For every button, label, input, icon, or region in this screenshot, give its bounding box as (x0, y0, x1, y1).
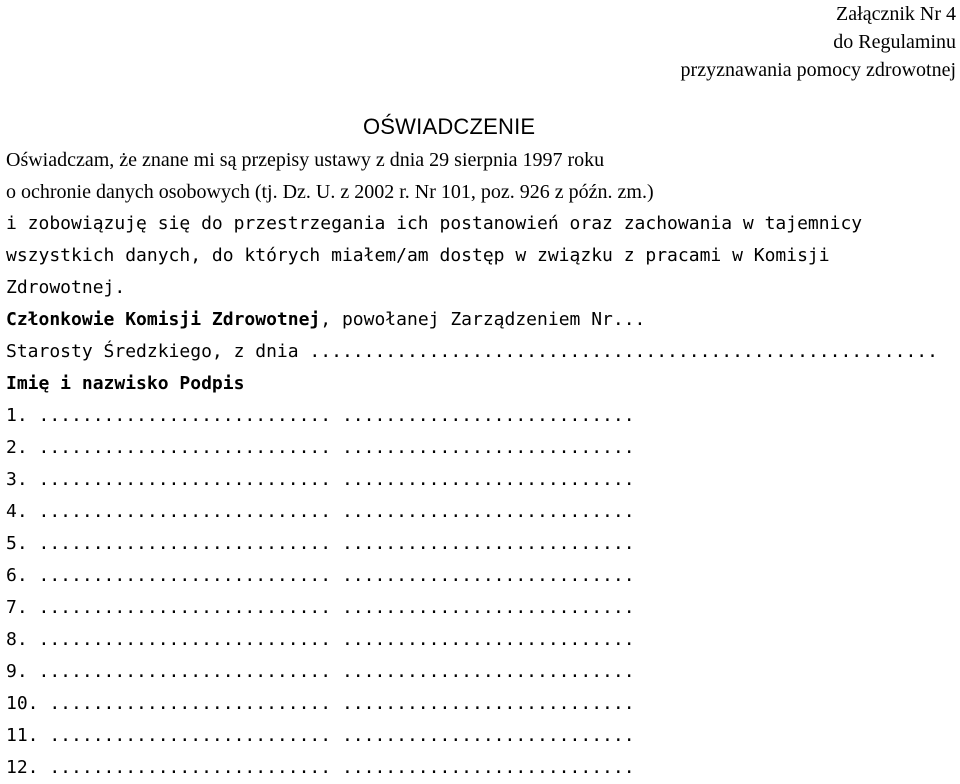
attachment-number: Załącznik Nr 4 (836, 3, 956, 25)
intro-line-2: o ochronie danych osobowych (tj. Dz. U. z 2002 r. Nr 101, poz. 926 z późn. zm.) (6, 181, 654, 203)
signature-row: 12. .......................... ........................... (6, 757, 635, 778)
members-appointment: , powołanej Zarządzeniem Nr... (320, 309, 646, 330)
attachment-regulation-name: przyznawania pomocy zdrowotnej (680, 59, 956, 81)
signature-row: 9. ........................... ........................... (6, 661, 635, 682)
intro-line-1: Oświadczam, że znane mi są przepisy ustawy z dnia 29 sierpnia 1997 roku (6, 149, 605, 171)
signature-row: 10. .......................... ........................... (6, 693, 635, 714)
document-title: OŚWIADCZENIE (363, 114, 536, 139)
signature-columns-header: Imię i nazwisko Podpis (6, 373, 245, 394)
declaration-body (6, 208, 938, 784)
signature-row: 4. ........................... ........................... (6, 501, 635, 522)
starosta-line: Starosty Średzkiego, z dnia .......................................................... (6, 341, 938, 362)
signature-row: 3. ........................... ........................... (6, 469, 635, 490)
signature-row: 5. ........................... ........................... (6, 533, 635, 554)
body-line-2: wszystkich danych, do których miałem/am dostęp w związku z pracami w Komisji (6, 245, 830, 266)
members-line (6, 304, 938, 336)
attachment-header (681, 0, 956, 84)
signature-row: 8. ........................... ........................... (6, 629, 635, 650)
signature-row: 1. ........................... ........................... (6, 405, 635, 426)
members-heading: Członkowie Komisji Zdrowotnej (6, 309, 321, 330)
signature-row: 6. ........................... ........................... (6, 565, 635, 586)
signature-list (6, 400, 938, 784)
body-line-1: i zobowiązuję się do przestrzegania ich postanowień oraz zachowania w tajemnicy (6, 213, 863, 234)
signature-row: 2. ........................... ........................... (6, 437, 635, 458)
signature-row: 11. .......................... ........................... (6, 725, 635, 746)
attachment-regulation: do Regulaminu (833, 31, 956, 53)
body-line-3: Zdrowotnej. (6, 277, 126, 298)
intro-paragraph (6, 144, 654, 208)
signature-row: 7. ........................... ........................... (6, 597, 635, 618)
